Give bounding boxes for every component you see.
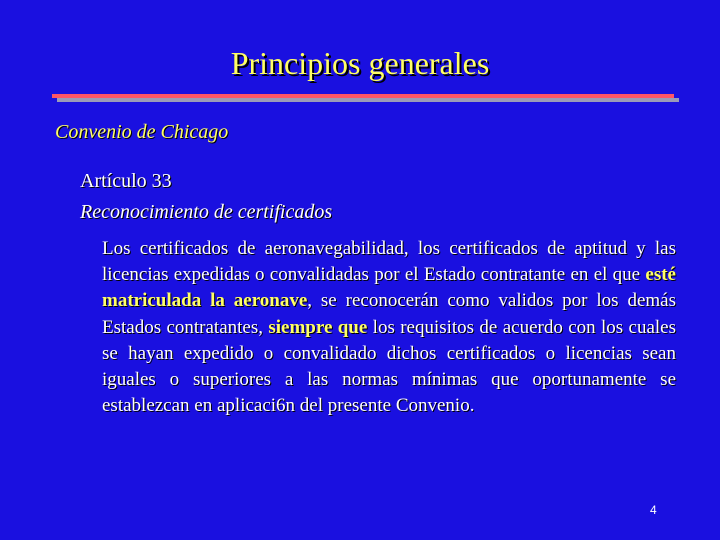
article-body (102, 236, 676, 419)
article-body-part-3: los requisitos de acuerdo con los cuales se hayan expedido o convalidado dichos certificados o licencias sean iguales o superiores a las normas mínimas que oportunamente se establezcan en aplicaci6n del presente Convenio. (102, 316, 676, 417)
article-body-part-1: Los certificados de aeronavegabilidad, los certificados de aptitud y las licencias expedidas o convalidadas por el Estado contratante en el que (102, 238, 676, 286)
highlight-provided-that: siempre que (268, 316, 368, 338)
article-title: Reconocimiento de certificados (80, 201, 333, 223)
page-number: 4 (650, 503, 657, 517)
title-underline-shadow (57, 98, 679, 102)
section-heading: Convenio de Chicago (55, 121, 229, 143)
article-number: Artículo 33 (80, 170, 172, 192)
slide-title: Principios generales (230, 45, 490, 81)
highlight-registered-aircraft: esté matriculada la aeronave (102, 264, 676, 312)
title-underline (52, 94, 674, 98)
article-body-part-2: , se reconocerán como validos por los demás Estados contratantes, (102, 290, 676, 338)
